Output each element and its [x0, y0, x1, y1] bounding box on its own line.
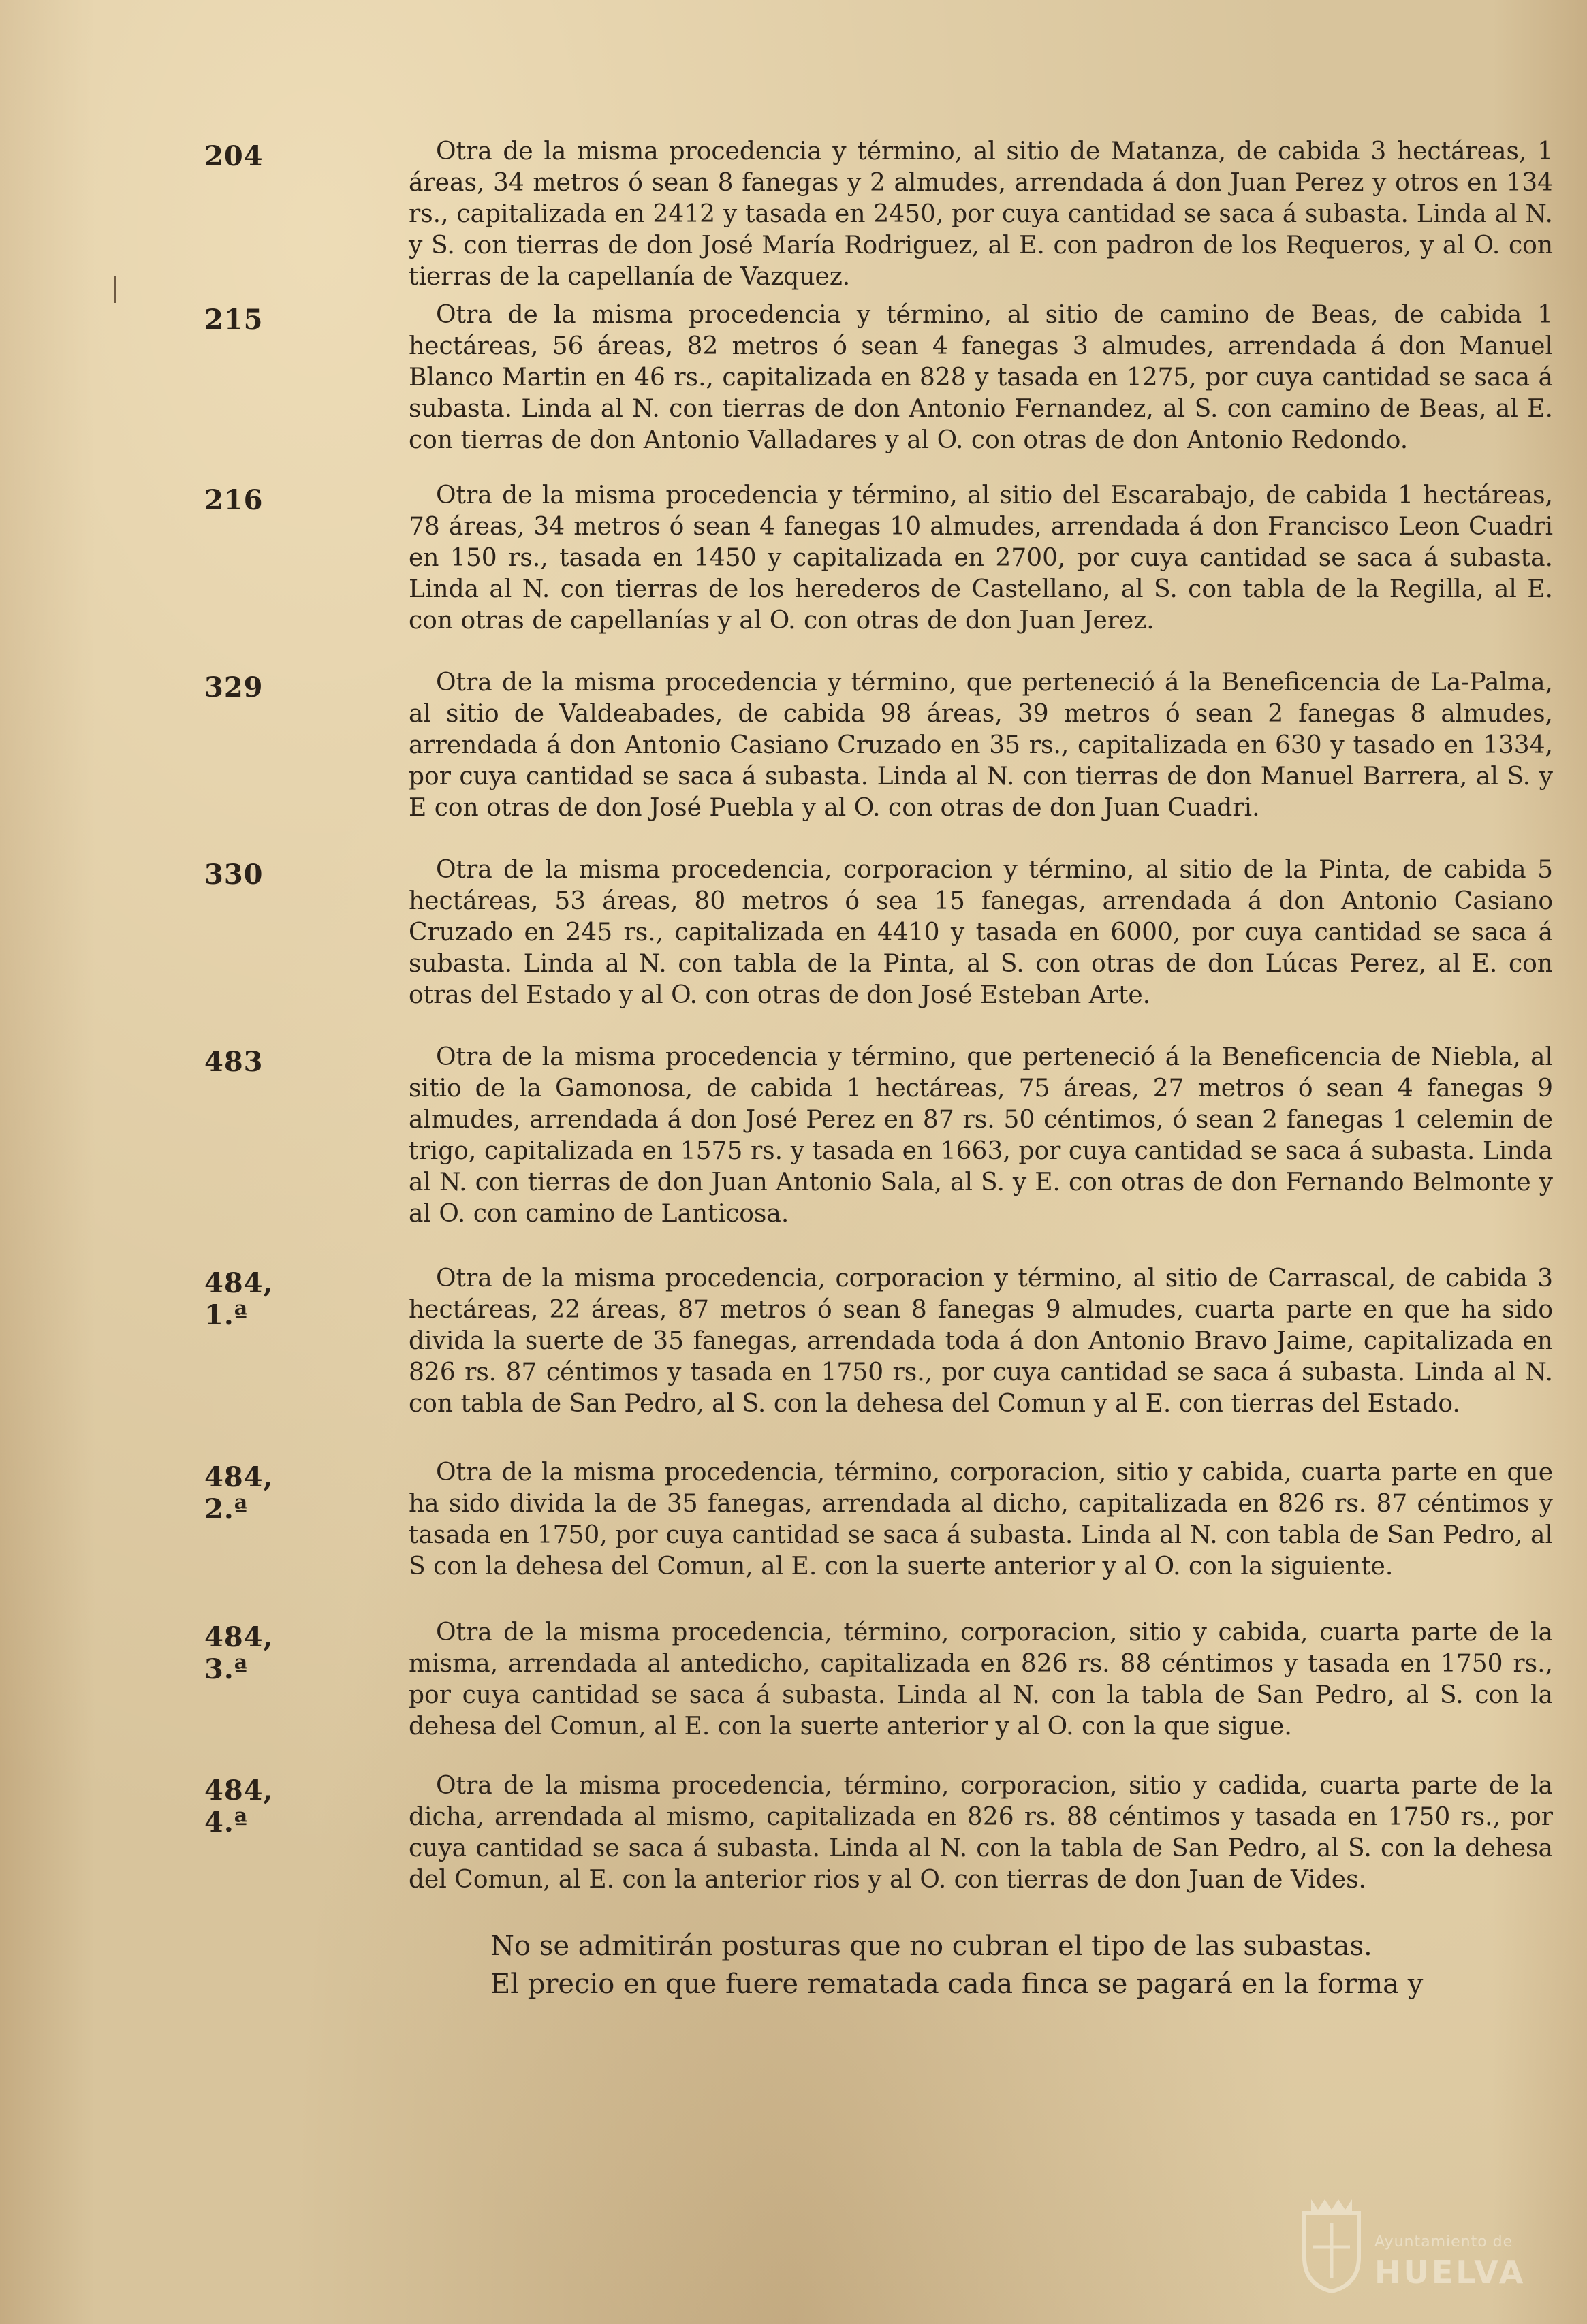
city-crest-icon	[1294, 2193, 1369, 2295]
lot-number: 484, 2.ª	[204, 1461, 274, 1525]
lot-number: 215	[204, 304, 264, 336]
closing-paragraph	[409, 1927, 1553, 2003]
lot-description: Otra de la misma procedencia, término, corporacion, sitio y cabida, cuarta parte de la misma, arrendada al antedicho, capitalizada en 826 rs. 88 céntimos y tasada en 1750 rs., por cuya cantidad se saca á subasta. Linda al N. con la tabla de San Pedro, al S. con la dehesa del Comun, al E. con la suerte anterior y al O. con la que sigue.	[409, 1619, 1553, 1740]
lot-description: Otra de la misma procedencia, corporacion y término, al sitio de la Pinta, de cabida 5 hectáreas, 53 áreas, 80 metros ó sea 15 fanegas, arrendada á don Antonio Casiano Cruzado en 245 rs., capitalizada en 4410 y tasada en 6000, por cuya cantidad se saca á subasta. Linda al N. con tabla de la Pinta, al S. con otras de don Lúcas Perez, al E. con otras del Estado y al O. con otras de don José Esteban Arte.	[409, 856, 1553, 1009]
lot-description: Otra de la misma procedencia y término, que perteneció á la Beneficencia de La-Palma, al sitio de Valdeabades, de cabida 98 áreas, 39 metros ó sean 2 fanegas 8 almudes, arrendada á don Antonio Casiano Cruzado en 35 rs., capitalizada en 630 y tasado en 1334, por cuya cantidad se saca á subasta. Linda al N. con tierras de don Manuel Barrera, al S. y E con otras de don José Puebla y al O. con otras de don Juan Cuadri.	[409, 669, 1553, 822]
lot-number: 484, 3.ª	[204, 1621, 274, 1685]
watermark-label-small: Ayuntamiento de	[1374, 2233, 1513, 2250]
lot-description: Otra de la misma procedencia, término, corporacion, sitio y cabida, cuarta parte en que ha sido divida la de 35 fanegas, arrendada al dicho, capitalizada en 826 rs. 87 céntimos y tasada en 1750, por cuya cantidad se saca á subasta. Linda al N. con tabla de San Pedro, al S con la dehesa del Comun, al E. con la suerte anterior y al O. con la siguiente.	[409, 1459, 1553, 1580]
lot-number: 484, 1.ª	[204, 1267, 274, 1331]
lot-number: 484, 4.ª	[204, 1774, 274, 1838]
closing-line-1: No se admitirán posturas que no cubran el tipo de las subastas.	[490, 1930, 1372, 1962]
lot-number: 216	[204, 484, 264, 516]
lot-description: Otra de la misma procedencia y término, al sitio de Matanza, de cabida 3 hectáreas, 1 áreas, 34 metros ó sean 8 fanegas y 2 almudes, arrendada á don Juan Perez y otros en 134 rs., capitalizada en 2412 y tasada en 2450, por cuya cantidad se saca á subasta. Linda al N. y S. con tierras de don José María Rodriguez, al E. con padron de los Requeros, y al O. con tierras de la capellanía de Vazquez.	[409, 138, 1553, 291]
lot-number: 483	[204, 1046, 264, 1078]
lot-description: Otra de la misma procedencia y término, al sitio del Escarabajo, de cabida 1 hectáreas, 78 áreas, 34 metros ó sean 4 fanegas 10 almudes, arrendada á don Francisco Leon Cuadri en 150 rs., tasada en 1450 y capitalizada en 2700, por cuya cantidad se saca á subasta. Linda al N. con tierras de los herederos de Castellano, al S. con tabla de la Regilla, al E. con otras de capellanías y al O. con otras de don Juan Jerez.	[409, 481, 1553, 635]
lot-number: 204	[204, 140, 264, 172]
closing-line-2: El precio en que fuere rematada cada finca se pagará en la forma y	[490, 1969, 1424, 2000]
lot-description: Otra de la misma procedencia, término, corporacion, sitio y cadida, cuarta parte de la dicha, arrendada al mismo, capitalizada en 826 rs. 88 céntimos y tasada en 1750 rs., por cuya cantidad se saca á subasta. Linda al N. con la tabla de San Pedro, al S. con la dehesa del Comun, al E. con la anterior rios y al O. con tierras de don Juan de Vides.	[409, 1772, 1553, 1894]
watermark-label-big: HUELVA	[1374, 2254, 1526, 2291]
lot-number: 330	[204, 859, 264, 891]
lot-description: Otra de la misma procedencia y término, al sitio de camino de Beas, de cabida 1 hectáreas, 56 áreas, 82 metros ó sean 4 fanegas 3 almudes, arrendada á don Manuel Blanco Martin en 46 rs., capitalizada en 828 y tasada en 1275, por cuya cantidad se saca á subasta. Linda al N. con tierras de don Antonio Fernandez, al S. con camino de Beas, al E. con tierras de don Antonio Valladares y al O. con otras de don Antonio Redondo.	[409, 301, 1553, 454]
lot-description: Otra de la misma procedencia, corporacion y término, al sitio de Carrascal, de cabida 3 hectáreas, 22 áreas, 87 metros ó sean 8 fanegas 9 almudes, cuarta parte en que ha sido divida la suerte de 35 fanegas, arrendada toda á don Antonio Bravo Jaime, capitalizada en 826 rs. 87 céntimos y tasada en 1750 rs., por cuya cantidad se saca á subasta. Linda al N. con tabla de San Pedro, al S. con la dehesa del Comun y al E. con tierras del Estado.	[409, 1264, 1553, 1418]
lot-number: 329	[204, 671, 264, 703]
lot-description: Otra de la misma procedencia y término, que perteneció á la Beneficencia de Niebla, al sitio de la Gamonosa, de cabida 1 hectáreas, 75 áreas, 27 metros ó sean 4 fanegas 9 almudes, arrendada á don José Perez en 87 rs. 50 céntimos, ó sean 2 fanegas 1 celemin de trigo, capitalizada en 1575 rs. y tasada en 1663, por cuya cantidad se saca á subasta. Linda al N. con tierras de don Juan Antonio Sala, al S. y E. con otras de don Fernando Belmonte y al O. con camino de Lanticosa.	[409, 1043, 1553, 1228]
archive-watermark	[1294, 2186, 1546, 2302]
margin-mark	[114, 276, 116, 303]
